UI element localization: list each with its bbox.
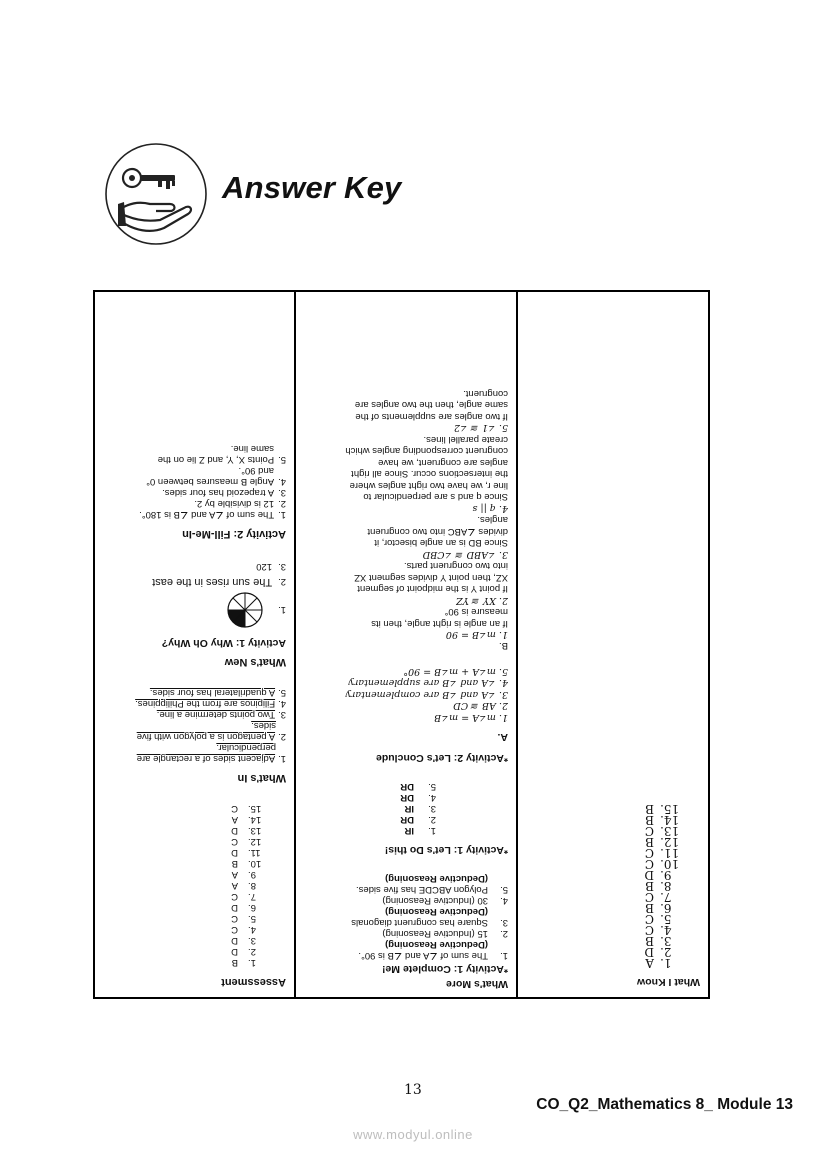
list-item	[304, 781, 436, 792]
item-text: Polygon ABCDE has five sides.	[355, 884, 488, 895]
answer-row	[103, 957, 278, 968]
item-number: 3.	[428, 803, 436, 814]
list-item	[304, 950, 508, 961]
assessment-heading: Assessment	[221, 976, 286, 988]
statement-line: 4. q || s	[472, 503, 508, 514]
answer-letter: B	[645, 813, 654, 827]
answer-row	[526, 803, 684, 814]
answer-number: 1.	[248, 957, 256, 968]
item-number: 4.	[278, 476, 286, 487]
page-title: Answer Key	[222, 170, 402, 205]
list-item	[103, 709, 286, 720]
item-number: 1.	[428, 825, 436, 836]
answer-number: 4.	[248, 924, 256, 935]
list-item	[103, 731, 286, 742]
whats-more-heading: What's More	[445, 978, 508, 990]
answer-letter: D	[644, 868, 654, 882]
statement-line: 3. ∠ABD ≅ ∠CBD	[422, 549, 508, 560]
item-text: A quadrilateral has four sides.	[149, 687, 276, 698]
statement-line: If two angles are supplements of the	[355, 411, 508, 422]
answer-number: 11.	[248, 847, 261, 858]
item-note: (Deductive Reasoning)	[385, 873, 488, 884]
item-text: Angle B measures between 0°	[146, 476, 275, 487]
answer-row	[103, 847, 278, 858]
list-item	[103, 509, 286, 520]
list-item	[304, 895, 508, 906]
statement-line: Since BD is an angle bisector, it	[374, 537, 508, 549]
answer-number: 13.	[248, 825, 262, 836]
item-text: A pentagon is a polygon with five	[136, 731, 276, 742]
fill-me-in-list	[103, 443, 286, 520]
statement-line: 2. XY ≅ YZ	[456, 595, 508, 606]
answer-row	[103, 858, 278, 869]
answer-number: 14.	[660, 813, 680, 827]
item-number: 5.	[278, 454, 286, 465]
answer-letter: D	[231, 935, 238, 946]
list-item	[304, 803, 436, 814]
item-number: 2.	[428, 814, 436, 825]
answer-letter: A	[231, 814, 238, 825]
item-text: A trapezoid has four sides.	[162, 487, 275, 498]
list-item	[304, 792, 436, 803]
statement-line: divides ∠ABC into two congruent	[367, 526, 508, 537]
answer-letter: B	[645, 802, 654, 816]
answer-letter: B	[645, 879, 654, 893]
fraction-circle-diagram	[226, 591, 264, 629]
answer-number: 10.	[248, 858, 262, 869]
lets-do-this-list	[304, 781, 436, 836]
answer-letter: D	[231, 902, 238, 913]
part-b-label: B.	[499, 640, 508, 652]
module-code: CO_Q2_Mathematics 8_ Module 13	[536, 1096, 793, 1113]
statement-line: the intersections occur. Since all right	[351, 468, 508, 480]
what-i-know-heading: What I Know	[637, 976, 700, 988]
part-b-list	[304, 388, 508, 641]
statement-line: XZ, then point Y divides segment XZ	[354, 572, 508, 583]
item-text: 15 (Inductive Reasoning)	[382, 928, 488, 939]
answer-number: 6.	[248, 902, 256, 913]
answer-number: 9.	[248, 869, 256, 880]
answer-letter: B	[231, 957, 238, 968]
list-item	[103, 591, 286, 629]
item-text: The sum of ∠A and ∠B is 180°.	[139, 509, 275, 520]
answer-row	[103, 825, 278, 836]
answer-letter: C	[644, 890, 654, 904]
item-number: 2.	[500, 928, 508, 939]
answer-letter: D	[231, 946, 238, 957]
fill-me-in-heading: Activity 2: Fill-Me-In	[182, 528, 286, 540]
list-item	[304, 917, 508, 928]
answer-number: 3.	[660, 934, 672, 948]
answer-number: 4.	[660, 923, 672, 937]
complete-me-heading: *Activity 1: Complete Me!	[381, 963, 508, 975]
answer-row	[103, 880, 278, 891]
complete-me-list	[304, 873, 508, 961]
answer-number: 15.	[660, 802, 680, 816]
statement-line: 4. ∠A and ∠B are supplementary	[348, 677, 508, 689]
answer-row	[103, 913, 278, 924]
item-answer: DR	[400, 781, 414, 792]
answer-letter: C	[644, 857, 654, 871]
answer-letter: C	[231, 913, 238, 924]
item-text: Square has congruent diagonals	[351, 917, 488, 928]
answer-letter: C	[644, 846, 654, 860]
statement-line: congruent corresponding angles which	[345, 445, 508, 457]
answer-row	[103, 814, 278, 825]
statement-line: same angle, then the two angles are	[354, 399, 508, 411]
item-continuation: perpendicular.	[216, 742, 276, 753]
item-text: 12 is divisible by 2.	[194, 498, 275, 509]
item-answer: IR	[404, 803, 414, 814]
answer-number: 8.	[660, 879, 672, 893]
lets-do-this-heading: *Activity 1: Let's Do this!	[384, 844, 508, 856]
answer-row	[103, 803, 278, 814]
answer-letter: C	[644, 912, 654, 926]
item-number: 4.	[500, 895, 508, 906]
item-text: Two points determine a line.	[156, 709, 276, 720]
answer-number: 15.	[248, 803, 262, 814]
why-oh-why-list	[103, 561, 286, 629]
list-item	[103, 454, 286, 465]
answer-letter: A	[231, 869, 238, 880]
item-answer: DR	[400, 814, 414, 825]
answer-letter: C	[231, 891, 238, 902]
answer-letter: C	[231, 803, 238, 814]
item-number: 1.	[278, 604, 286, 616]
answer-letter: C	[644, 923, 654, 937]
statement-line: 1. m∠B = 90	[445, 629, 508, 641]
statement-line: 1. m∠A = m∠B	[434, 712, 508, 723]
item-number: 5.	[428, 781, 436, 792]
statement-line: 5. m∠A + m∠B = 90°	[403, 666, 508, 677]
answer-number: 12.	[660, 835, 680, 849]
item-number: 4.	[278, 698, 286, 709]
item-text: Points X, Y, and Z lie on the	[157, 454, 275, 465]
answer-number: 7.	[248, 891, 256, 902]
list-item	[304, 884, 508, 895]
item-number: 3.	[278, 561, 286, 572]
whats-more-column	[296, 292, 516, 997]
answer-letter: D	[231, 847, 238, 858]
answer-row	[103, 891, 278, 902]
answer-number: 12.	[248, 836, 262, 847]
assessment-column	[95, 292, 294, 997]
list-item	[103, 576, 286, 587]
statement-line: Since q and s are perpendicular to	[363, 491, 508, 503]
answer-number: 11.	[660, 846, 680, 860]
answer-letter: C	[644, 824, 654, 838]
whats-new-heading: What's New	[224, 656, 286, 668]
answer-number: 2.	[248, 946, 256, 957]
answer-letter: C	[231, 924, 238, 935]
page-number: 13	[404, 1082, 422, 1098]
answer-letter: D	[644, 945, 654, 959]
statement-line: angles are congruent, we have	[378, 457, 508, 468]
what-i-know-answers	[526, 803, 684, 968]
answer-row	[103, 836, 278, 847]
answer-letter: B	[645, 835, 654, 849]
whats-in-list	[103, 687, 286, 764]
answer-number: 8.	[248, 880, 256, 891]
statement-line: angles.	[477, 514, 508, 526]
part-a-label: A.	[497, 731, 508, 743]
item-text: 30 (Inductive Reasoning)	[382, 895, 488, 906]
answer-number: 2.	[660, 945, 672, 959]
item-text: The sun rises in the east	[152, 576, 273, 588]
statement-line: 3. ∠A and ∠B are complementary	[345, 689, 508, 700]
item-continuation: and 90°.	[238, 465, 274, 476]
item-number: 3.	[278, 709, 286, 720]
item-text: Filipinos are from the Philippines.	[135, 698, 276, 709]
answer-key-table	[93, 290, 710, 999]
answer-number: 13.	[660, 824, 680, 838]
statement-line: 5. ∠1 ≅ ∠2	[453, 422, 508, 434]
answer-letter: D	[231, 825, 238, 836]
statement-line: If an angle is right angle, then its	[371, 618, 508, 629]
answer-number: 3.	[248, 935, 256, 946]
answer-number: 5.	[248, 913, 256, 924]
answer-number: 6.	[660, 901, 672, 915]
answer-number: 1.	[660, 956, 672, 970]
item-number: 5.	[278, 687, 286, 698]
item-note: (Deductive Reasoning)	[385, 906, 488, 917]
item-continuation: sides.	[251, 720, 276, 731]
part-a-list	[304, 666, 508, 724]
answer-letter: B	[231, 858, 238, 869]
item-number: 2.	[278, 731, 286, 742]
list-item	[103, 561, 286, 572]
item-number: 3.	[500, 917, 508, 928]
list-item	[103, 498, 286, 509]
answer-row	[103, 924, 278, 935]
item-number: 1.	[500, 950, 508, 961]
answer-row	[103, 946, 278, 957]
watermark: www.modyul.online	[353, 1127, 473, 1142]
item-number: 1.	[278, 753, 286, 764]
list-item	[103, 753, 286, 764]
what-i-know-column	[518, 292, 708, 997]
list-item	[103, 487, 286, 498]
statement-line: 2. AB ≅ CD	[453, 700, 508, 712]
answer-row	[103, 902, 278, 913]
item-answer: IR	[404, 825, 414, 836]
list-item	[103, 687, 286, 698]
statement-line: create parallel lines.	[423, 434, 508, 445]
list-item	[103, 698, 286, 709]
answer-number: 10.	[660, 857, 680, 871]
answer-letter: A	[645, 956, 654, 970]
list-item	[103, 476, 286, 487]
answer-letter: A	[231, 880, 238, 891]
answer-number: 9.	[660, 868, 672, 882]
item-text: Adjacent sides of a rectangle are	[136, 753, 276, 764]
answer-letter: B	[645, 934, 654, 948]
item-number: 3.	[278, 487, 286, 498]
statement-line: measure is 90°	[444, 606, 508, 618]
item-text: 120	[256, 561, 273, 572]
answer-number: 5.	[660, 912, 672, 926]
statement-line: If point Y is the midpoint of segment	[357, 583, 508, 595]
statement-line: into two congruent parts.	[403, 560, 508, 572]
answer-row	[103, 869, 278, 880]
item-number: 4.	[428, 792, 436, 803]
answer-row	[103, 935, 278, 946]
statement-line: congruent.	[463, 388, 508, 399]
item-answer: DR	[400, 792, 414, 803]
list-item	[304, 825, 436, 836]
item-number: 5.	[500, 884, 508, 895]
answer-number: 14.	[248, 814, 262, 825]
list-item	[304, 814, 436, 825]
lets-conclude-heading: *Activity 2: Let's Conclude	[375, 752, 508, 764]
key-in-hand-icon	[104, 142, 208, 246]
item-text: The sum of ∠A and ∠B is 90°.	[358, 950, 488, 961]
item-number: 1.	[278, 509, 286, 520]
list-item	[304, 928, 508, 939]
statement-line: line r, we have two right angles where	[349, 480, 508, 491]
item-continuation: same line.	[230, 443, 274, 454]
item-number: 2.	[278, 498, 286, 509]
why-oh-why-heading: Activity 1: Why Oh Why?	[161, 637, 286, 649]
assessment-answers	[103, 803, 278, 968]
answer-letter: B	[645, 901, 654, 915]
answer-letter: C	[231, 836, 238, 847]
whats-in-heading: What's In	[237, 772, 286, 784]
item-number: 2.	[278, 576, 286, 587]
answer-number: 7.	[660, 890, 672, 904]
item-note: (Deductive Reasoning)	[385, 939, 488, 950]
